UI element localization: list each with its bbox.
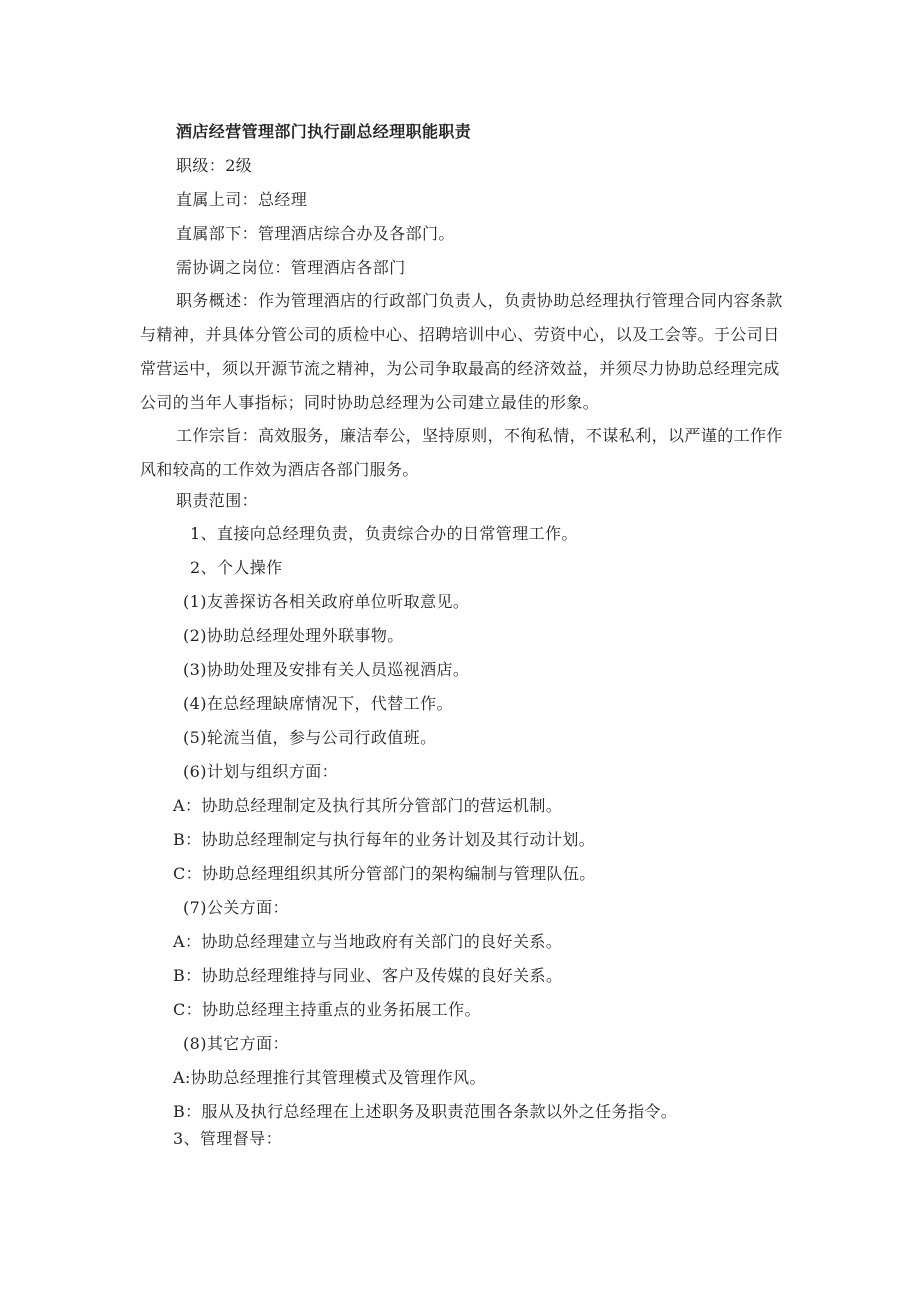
pr-item-b: B：协助总经理维持与同业、客户及传媒的良好关系。 [173, 966, 563, 985]
coordination-positions: 需协调之岗位：管理酒店各部门 [176, 258, 406, 277]
personal-op-4: (4)在总经理缺席情况下，代替工作。 [183, 694, 453, 713]
scope-heading: 职责范围： [176, 491, 259, 510]
pr-heading: (7)公关方面： [183, 898, 289, 917]
direct-subordinate: 直属部下：管理酒店综合办及各部门。 [176, 224, 455, 243]
other-item-b: B：服从及执行总经理在上述职务及职责范围各条款以外之任务指令。 [173, 1102, 678, 1121]
direct-superior: 直属上司：总经理 [176, 190, 308, 209]
planning-item-c: C：协助总经理组织其所分管部门的架构编制与管理队伍。 [173, 864, 596, 883]
planning-heading: (6)计划与组织方面： [183, 762, 339, 781]
personal-op-1: (1)友善探访各相关政府单位听取意见。 [183, 592, 470, 611]
job-overview: 职务概述：作为管理酒店的行政部门负责人，负责协助总经理执行管理合同内容条款与精神，并具体分管公司的质检中心、招聘培训中心、劳资中心，以及工会等。于公司日常营运中，须以开源节流之精神，为公司争取最高的经济效益，并须尽力协助总经理完成公司的当年人事指标；同时协助总经理为公司建立最佳的形象。 [140, 291, 783, 412]
personal-op-5: (5)轮流当值，参与公司行政值班。 [183, 728, 437, 747]
pr-item-a: A：协助总经理建立与当地政府有关部门的良好关系。 [173, 932, 563, 951]
scope-item-2: 2、个人操作 [190, 558, 283, 577]
pr-item-c: C：协助总经理主持重点的业务拓展工作。 [173, 1000, 481, 1019]
personal-op-2: (2)协助总经理处理外联事物。 [183, 626, 404, 645]
scope-item-1: 1、直接向总经理负责，负责综合办的日常管理工作。 [190, 524, 578, 543]
other-item-a: A:协助总经理推行其管理模式及管理作风。 [173, 1068, 486, 1087]
planning-item-b: B：协助总经理制定与执行每年的业务计划及其行动计划。 [173, 830, 596, 849]
job-level: 职级：2级 [176, 156, 253, 175]
planning-item-a: A：协助总经理制定及执行其所分管部门的营运机制。 [173, 796, 563, 815]
work-purpose: 工作宗旨：高效服务，廉洁奉公，坚持原则，不徇私情，不谋私利，以严谨的工作作风和较高的工作效为酒店各部门服务。 [140, 426, 783, 479]
other-heading: (8)其它方面： [183, 1034, 289, 1053]
doc-title: 酒店经营管理部门执行副总经理职能职责 [176, 122, 472, 141]
scope-item-3: 3、管理督导： [173, 1129, 282, 1148]
personal-op-3: (3)协助处理及安排有关人员巡视酒店。 [183, 660, 470, 679]
